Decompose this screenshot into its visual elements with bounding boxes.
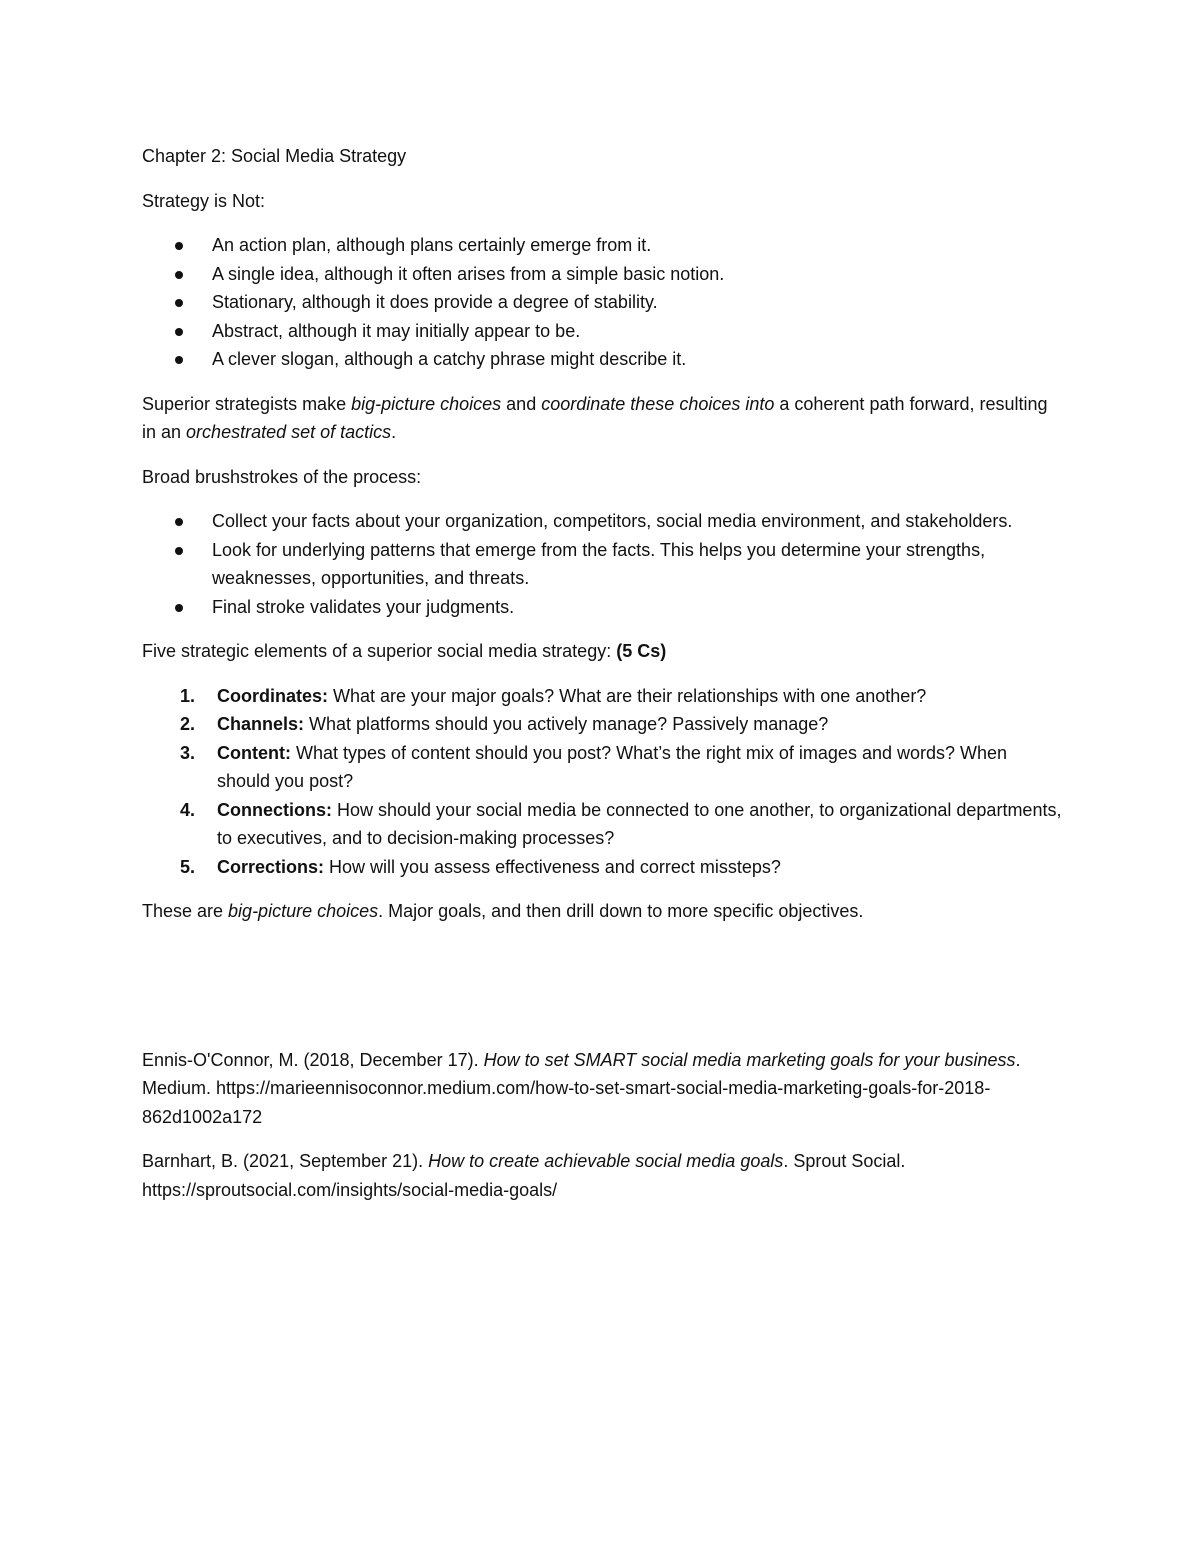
five-cs-list: [142, 682, 1062, 882]
bullet-icon: [175, 242, 183, 250]
document-body: [142, 142, 1062, 1220]
broad-brushstrokes-heading: Broad brushstrokes of the process:: [142, 466, 422, 487]
bullet-icon: [175, 604, 183, 612]
list-item: Abstract, although it may initially appear to be.: [142, 317, 1062, 346]
list-item: 2. Channels: What platforms should you actively manage? Passively manage?: [180, 714, 829, 734]
superior-strategists-paragraph: Superior strategists make big-picture choices and coordinate these choices into a coherent path forward, resulting in an orchestrated set of tactics.: [142, 393, 1048, 442]
chapter-title: Chapter 2: Social Media Strategy: [142, 146, 407, 166]
list-item: A clever slogan, although a catchy phrase might describe it.: [142, 345, 1062, 374]
list-item: Collect your facts about your organization, competitors, social media environment, and stakeholders.: [142, 507, 1062, 536]
five-cs-heading: Five strategic elements of a superior social media strategy: (5 Cs): [142, 641, 667, 661]
strategy-not-list: [142, 231, 1062, 374]
these-are-paragraph: These are big-picture choices. Major goals, and then drill down to more specific objectives.: [142, 901, 864, 921]
list-item: 1. Coordinates: What are your major goals? What are their relationships with one another?: [180, 685, 927, 706]
bullet-icon: [175, 547, 183, 555]
bullet-icon: [175, 518, 183, 526]
list-item: 4. Connections: How should your social media be connected to one another, to organizational departments, to executives, and to decision-making processes?: [180, 799, 1062, 848]
broad-brushstrokes-list: [142, 507, 1062, 621]
bullet-icon: [175, 271, 183, 279]
bullet-icon: [175, 328, 183, 336]
bullet-icon: [175, 356, 183, 364]
reference-item: Barnhart, B. (2021, September 21). How to create achievable social media goals. Sprout Social. https://sproutsocial.com/insights/social-media-goals/: [142, 1151, 906, 1200]
strategy-not-heading: Strategy is Not:: [142, 190, 266, 211]
list-item: Stationary, although it does provide a degree of stability.: [142, 288, 1062, 317]
list-item: 3. Content: What types of content should you post? What’s the right mix of images and words? When should you post?: [180, 742, 1008, 791]
list-item: Look for underlying patterns that emerge from the facts. This helps you determine your strengths, weaknesses, opportunities, and threats.: [142, 536, 1062, 593]
reference-item: Ennis-O'Connor, M. (2018, December 17). How to set SMART social media marketing goals for your business. Medium. https://marieennisoconnor.medium.com/how-to-set-smart-social-media-marketing-goals-for-2018-862d1002a172: [142, 1049, 1021, 1127]
list-item: Final stroke validates your judgments.: [142, 593, 1062, 622]
list-item: 5. Corrections: How will you assess effectiveness and correct missteps?: [180, 856, 781, 877]
list-item: A single idea, although it often arises from a simple basic notion.: [142, 260, 1062, 289]
bullet-icon: [175, 299, 183, 307]
list-item: An action plan, although plans certainly emerge from it.: [142, 231, 1062, 260]
spacer: [142, 942, 1062, 1046]
